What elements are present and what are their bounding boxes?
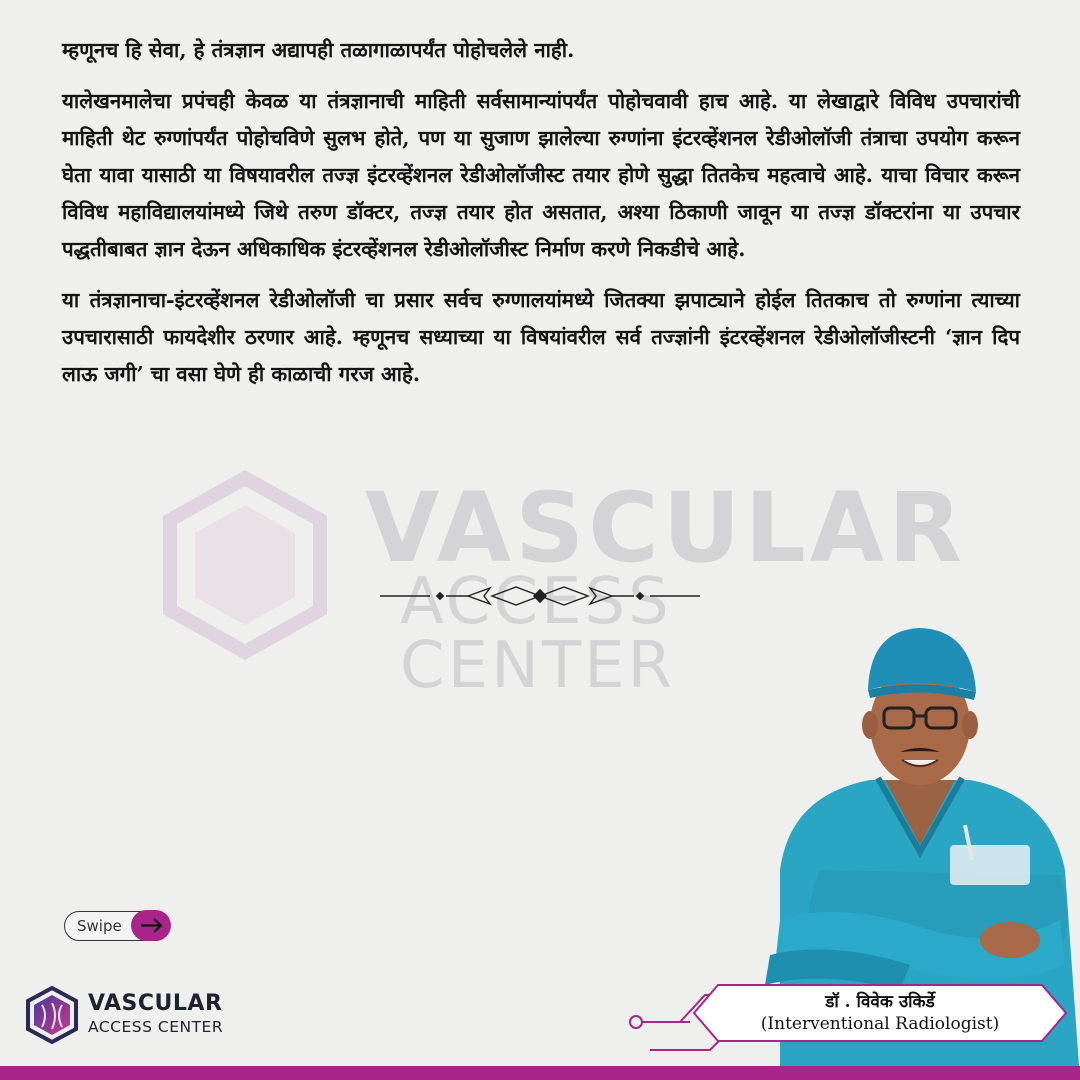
article-body: [62, 32, 1020, 407]
bottom-accent-bar: [0, 1066, 1080, 1080]
article-paragraph-1: म्हणूनच हि सेवा, हे तंत्रज्ञान अद्यापही तळागाळापर्यंत पोहोचलेले नाही.: [62, 38, 575, 62]
watermark-subtitle: ACCESS CENTER: [400, 565, 675, 703]
doctor-name-card: [690, 983, 1070, 1043]
doctor-name: डॉ . विवेक उकिर्डे: [825, 992, 935, 1012]
ornamental-divider: [380, 584, 700, 608]
swipe-label: Swipe: [77, 917, 122, 935]
doctor-title: (Interventional Radiologist): [760, 1014, 1000, 1034]
hexagon-logo-icon: [24, 985, 80, 1045]
swipe-button[interactable]: [64, 911, 170, 941]
article-paragraph-3: या तंत्रज्ञानाचा-इंटरव्हेंशनल रेडीओलॉजी चा प्रसार सर्वच रुग्णालयांमध्ये जितक्या झपाट्याने होईल तितकाच तो रुग्णांना त्याच्या उपचारासाठी फायदेशीर ठरणार आहे. म्हणूनच सध्याच्या या विषयांवरील सर्व तज्ज्ञांनी इंटरव्हेंशनल रेडीओलॉजीस्टनी ‘ज्ञान दिप लाऊ जगी’ चा वसा घेणे ही काळाची गरज आहे.: [62, 288, 1020, 386]
watermark-hexagon-icon: [150, 470, 340, 660]
watermark-name: VASCULAR: [365, 472, 967, 584]
brand-logo: [24, 985, 264, 1045]
logo-subtitle: ACCESS CENTER: [88, 1018, 224, 1036]
arrow-right-icon: [131, 910, 171, 941]
logo-name: VASCULAR: [88, 991, 223, 1016]
article-paragraph-2: यालेखनमालेचा प्रपंचही केवळ या तंत्रज्ञानाची माहिती सर्वसामान्यांपर्यंत पोहोचवावी हाच आहे. या लेखाद्वारे विविध उपचारांची माहिती थेट रुग्णांपर्यंत पोहोचविणे सुलभ होते, पण या सुजाण झालेल्या रुग्णांना इंटरव्हेंशनल रेडीओलॉजी तंत्राचा उपयोग करून घेता यावा यासाठी या विषयावरील तज्ज्ञ इंटरव्हेंशनल रेडीओलॉजीस्ट तयार होणे सुद्धा तितकेच महत्वाचे आहे. याचा विचार करून विविध महाविद्यालयांमध्ये जिथे तरुण डॉक्टर, तज्ज्ञ तयार होत असतात, अश्या ठिकाणी जावून या तज्ज्ञ डॉक्टरांना या उपचार पद्धतीबाबत ज्ञान देऊन अधिकाधिक इंटरव्हेंशनल रेडीओलॉजीस्ट निर्माण करणे निकडीचे आहे.: [62, 89, 1020, 261]
